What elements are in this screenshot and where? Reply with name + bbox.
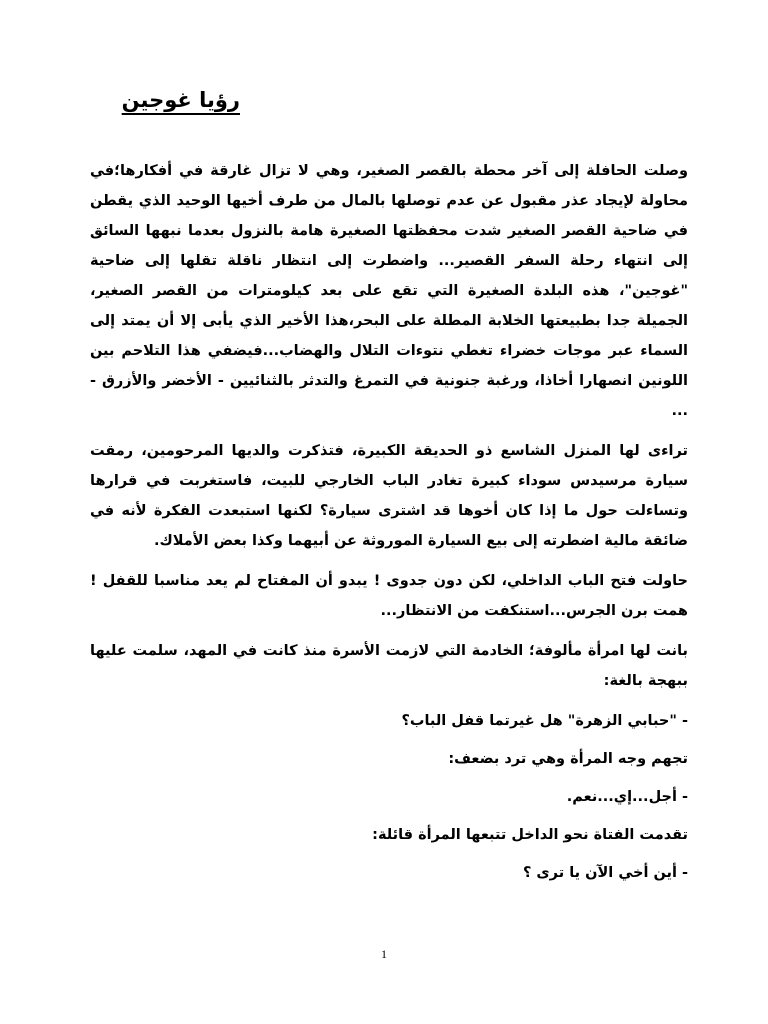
page-number: 1 bbox=[381, 947, 387, 961]
dialogue-line-1: - "حبابي الزهرة" هل غيرتما قفل الباب؟ bbox=[401, 713, 688, 729]
dialogue-line-3: - أجل...إي...نعم. bbox=[566, 789, 688, 805]
paragraph-1: وصلت الحافلة إلى آخر محطة بالقصر الصغير، وهي لا تزال غارقة في أفكارها؛في محاولة لإيجاد عذر مقبول عن عدم توصلها بالمال من طرف أخيها الوحيد الذي يقطن في ضاحية القصر الصغير شدت محفظتها الصغيرة هامة بالنزول بعدما نبهها السائق إلى انتهاء رحلة السفر القصير... واضطرت إلى انتظار ناقلة تقلها إلى ضاحية "غوجين"، هذه البلدة الصغيرة التي تقع على بعد كيلومترات من القصر الصغير، الجميلة جدا بطبيعتها الخلابة المطلة على البحر،هذا الأخير الذي يأبى إلا أن يمتد إلى السماء عبر موجات خضراء تغطي نتوءات التلال والهضاب...فيضفي هذا التلاحم بين اللونين انصهارا أخاذا، ورغبة جنونية في التمرغ والتدثر بالثنائيين - الأخضر والأزرق - ... bbox=[90, 163, 688, 419]
paragraph-2: تراءى لها المنزل الشاسع ذو الحديقة الكبيرة، فتذكرت والديها المرحومين، رمقت سيارة مرسيدس سوداء كبيرة تغادر الباب الخارجي للبيت، فاستغربت في قرارها وتساءلت حول ما إذا كان أخوها قد اشترى سيارة؟ لكنها استبعدت الفكرة لأنه في ضائقة مالية اضطرته إلى بيع السيارة الموروثة عن أبيهما وكذا بعض الأملاك. bbox=[90, 443, 688, 549]
paragraph-4: بانت لها امرأة مألوفة؛ الخادمة التي لازمت الأسرة منذ كانت في المهد، سلمت عليها ببهجة بالغة: bbox=[90, 643, 688, 689]
dialogue-line-5: - أين أخي الآن يا ترى ؟ bbox=[522, 865, 688, 881]
narration-line-2: تجهم وجه المرأة وهي ترد بضعف: bbox=[448, 751, 688, 767]
story-body bbox=[90, 156, 688, 896]
story-title: رؤيا غوجين bbox=[121, 88, 240, 112]
narration-line-4: تقدمت الفتاة نحو الداخل تتبعها المرأة قائلة: bbox=[372, 827, 688, 843]
paragraph-3: حاولت فتح الباب الداخلي، لكن دون جدوى ! يبدو أن المفتاح لم يعد مناسبا للقفل ! همت برن الجرس...استنكفت من الانتظار... bbox=[90, 573, 688, 619]
